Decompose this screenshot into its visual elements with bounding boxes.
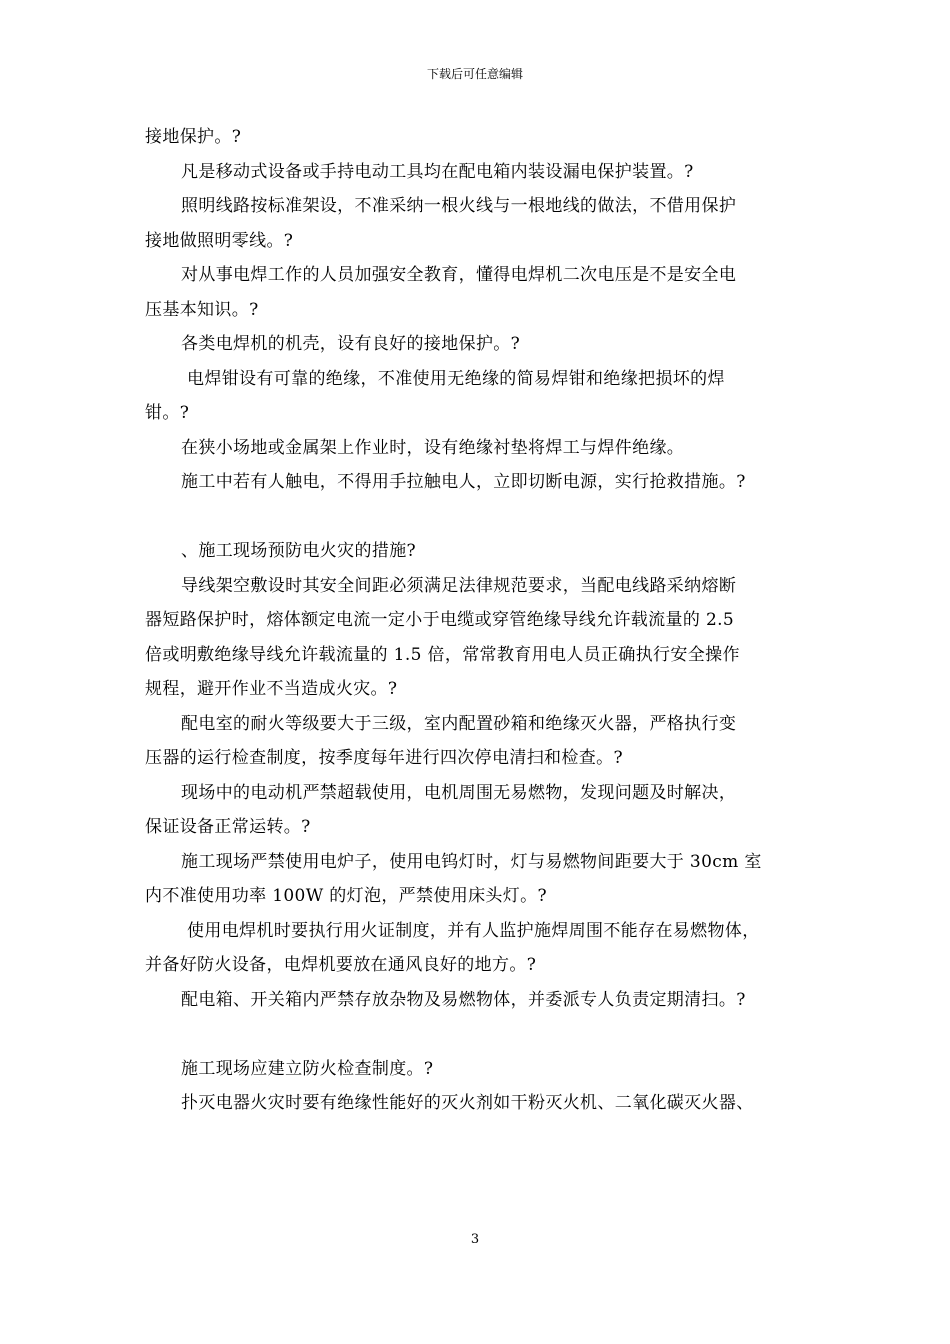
text-line: 内不准使用功率 100W 的灯泡，严禁使用床头灯。? — [145, 886, 547, 906]
text-line: 各类电焊机的机壳，设有良好的接地保护。? — [181, 334, 521, 354]
blank-line — [145, 500, 817, 535]
text-line: 保证设备正常运转。? — [145, 817, 311, 837]
text-line: 使用电焊机时要执行用火证制度，并有人监护施焊周围不能存在易燃物体， — [187, 920, 760, 941]
text-line: 配电箱、开关箱内严禁存放杂物及易燃物体，并委派专人负责定期清扫。? — [181, 989, 746, 1010]
text-line: 压器的运行检查制度，按季度每年进行四次停电清扫和检查。? — [145, 748, 623, 768]
document-body — [145, 120, 817, 1121]
text-line: 、施工现场预防电火灾的措施? — [181, 541, 417, 561]
text-line: 扑灭电器火灾时要有绝缘性能好的灭火剂如干粉灭火机、二氧化碳灭火器、 — [181, 1093, 754, 1113]
text-line: 钳。? — [145, 403, 190, 423]
blank-line — [145, 1017, 817, 1052]
text-line: 规程，避开作业不当造成火灾。? — [145, 679, 398, 699]
text-line: 施工中若有人触电，不得用手拉触电人，立即切断电源，实行抢救措施。? — [181, 472, 746, 492]
text-line: 现场中的电动机严禁超载使用，电机周围无易燃物，发现问题及时解决， — [181, 782, 737, 803]
text-line: 凡是移动式设备或手持电动工具均在配电箱内装设漏电保护装置。? — [181, 161, 694, 182]
page-header: 下载后可任意编辑 — [426, 67, 523, 81]
text-line: 器短路保护时，熔体额定电流一定小于电缆或穿管绝缘导线允许载流量的 2.5 — [145, 610, 735, 630]
text-line: 接地保护。? — [145, 127, 242, 147]
text-line: 电焊钳设有可靠的绝缘，不准使用无绝缘的简易焊钳和绝缘把损坏的焊 — [187, 368, 725, 389]
text-line: 施工现场严禁使用电炉子，使用电钨灯时，灯与易燃物间距要大于 30cm 室 — [181, 851, 762, 872]
page-number: 3 — [470, 1232, 480, 1247]
text-line: 照明线路按标准架设，不准采纳一根火线与一根地线的做法，不借用保护 — [181, 196, 737, 216]
text-line: 在狭小场地或金属架上作业时，设有绝缘衬垫将焊工与焊件绝缘。 — [181, 437, 685, 458]
text-line: 对从事电焊工作的人员加强安全教育，懂得电焊机二次电压是不是安全电 — [181, 265, 737, 285]
text-line: 导线架空敷设时其安全间距必须满足法律规范要求，当配电线路采纳熔断 — [181, 575, 737, 596]
text-line: 接地做照明零线。? — [145, 230, 294, 251]
text-line: 施工现场应建立防火检查制度。? — [181, 1058, 434, 1079]
text-line: 配电室的耐火等级要大于三级，室内配置砂箱和绝缘灭火器，严格执行变 — [181, 713, 737, 734]
text-line: 压基本知识。? — [145, 299, 259, 320]
text-line: 并备好防火设备，电焊机要放在通风良好的地方。? — [145, 955, 537, 975]
text-line: 倍或明敷绝缘导线允许载流量的 1.5 倍，常常教育用电人员正确执行安全操作 — [145, 644, 740, 665]
